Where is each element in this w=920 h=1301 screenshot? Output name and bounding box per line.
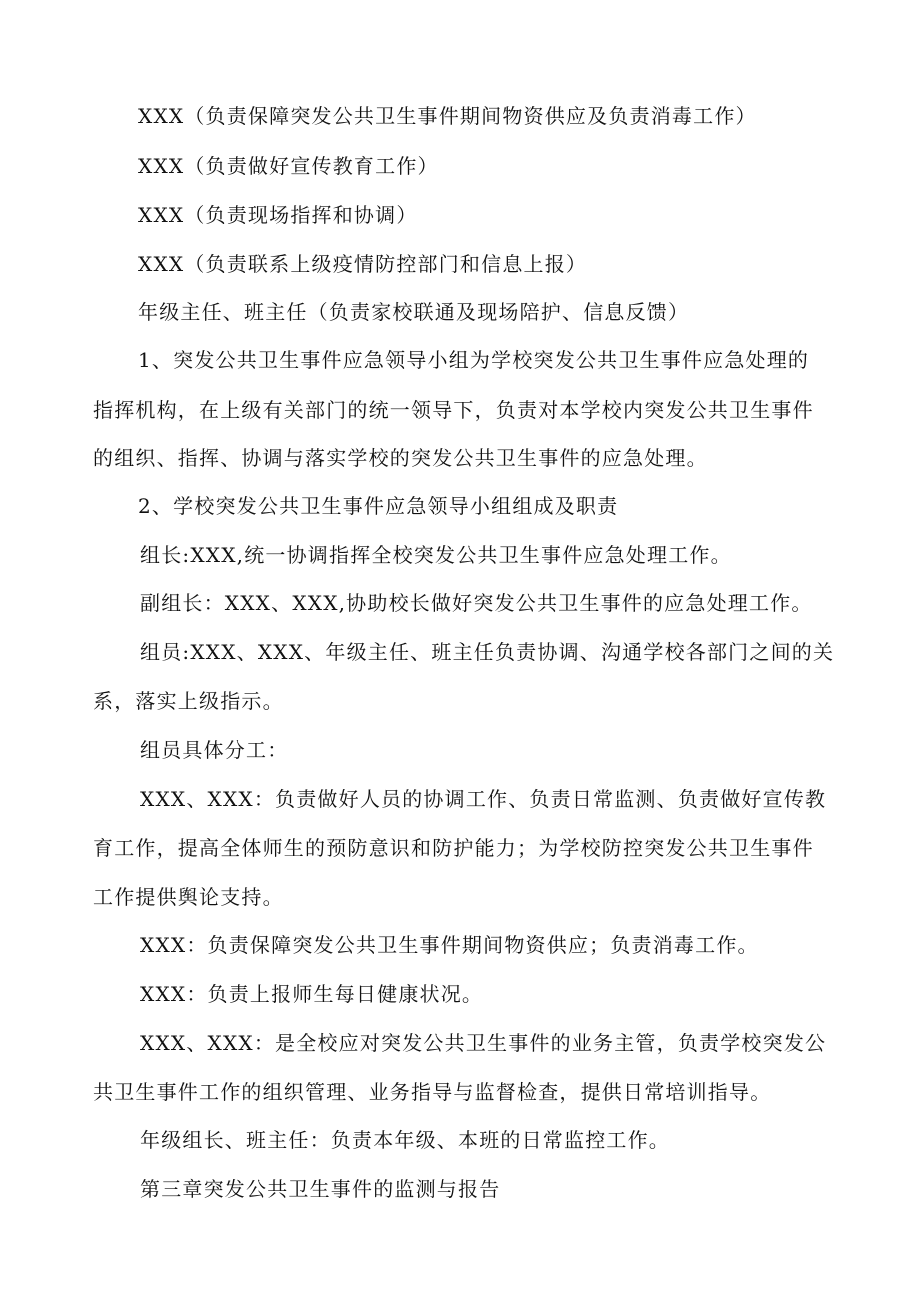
member-duty-line-1: 组员:XXX、XXX、年级主任、班主任负责协调、沟通学校各部门之间的关 xyxy=(140,640,835,664)
grade-leader-line: 年级组长、班主任：负责本年级、本班的日常监控工作。 xyxy=(140,1128,670,1152)
chapter-three-heading: 第三章突发公共卫生事件的监测与报告 xyxy=(140,1177,501,1201)
member-line-1: XXX（负责保障突发公共卫生事件期间物资供应及负责消毒工作） xyxy=(138,104,757,128)
member-line-4: XXX（负责联系上级疫情防控部门和信息上报） xyxy=(138,252,588,276)
paragraph-1-line-3: 的组织、指挥、协调与落实学校的突发公共卫生事件的应急处理。 xyxy=(93,446,708,470)
paragraph-2-heading: 2、学校突发公共卫生事件应急领导小组组成及职责 xyxy=(138,494,619,518)
business-director-line-2: 共卫生事件工作的组织管理、业务指导与监督检查，提供日常培训指导。 xyxy=(93,1080,772,1104)
member-duty-line-2: 系，落实上级指示。 xyxy=(93,689,284,713)
paragraph-1-line-2: 指挥机构，在上级有关部门的统一领导下，负责对本学校内突发公共卫生事件 xyxy=(93,398,814,422)
business-director-line-1: XXX、XXX：是全校应对突发公共卫生事件的业务主管，负责学校突发公 xyxy=(140,1031,827,1055)
member-line-2: XXX（负责做好宣传教育工作） xyxy=(138,154,439,178)
paragraph-1-line-1: 1、突发公共卫生事件应急领导小组为学校突发公共卫生事件应急处理的 xyxy=(138,348,810,372)
member-line-3: XXX（负责现场指挥和协调） xyxy=(138,203,418,227)
health-report-line: XXX：负责上报师生每日健康状况。 xyxy=(140,982,484,1006)
division-line-3: 工作提供舆论支持。 xyxy=(93,885,284,909)
member-line-5: 年级主任、班主任（负责家校联通及现场陪护、信息反馈） xyxy=(138,300,690,324)
supply-duty-line: XXX：负责保障突发公共卫生事件期间物资供应；负责消毒工作。 xyxy=(140,933,759,957)
division-line-1: XXX、XXX：负责做好人员的协调工作、负责日常监测、负责做好宣传教 xyxy=(140,787,827,811)
deputy-leader-line: 副组长：XXX、XXX,协助校长做好突发公共卫生事件的应急处理工作。 xyxy=(140,591,813,615)
leader-line: 组长:XXX,统一协调指挥全校突发公共卫生事件应急处理工作。 xyxy=(140,543,732,567)
member-division-heading: 组员具体分工： xyxy=(140,738,289,762)
division-line-2: 育工作，提高全体师生的预防意识和防护能力；为学校防控突发公共卫生事件 xyxy=(93,836,814,860)
